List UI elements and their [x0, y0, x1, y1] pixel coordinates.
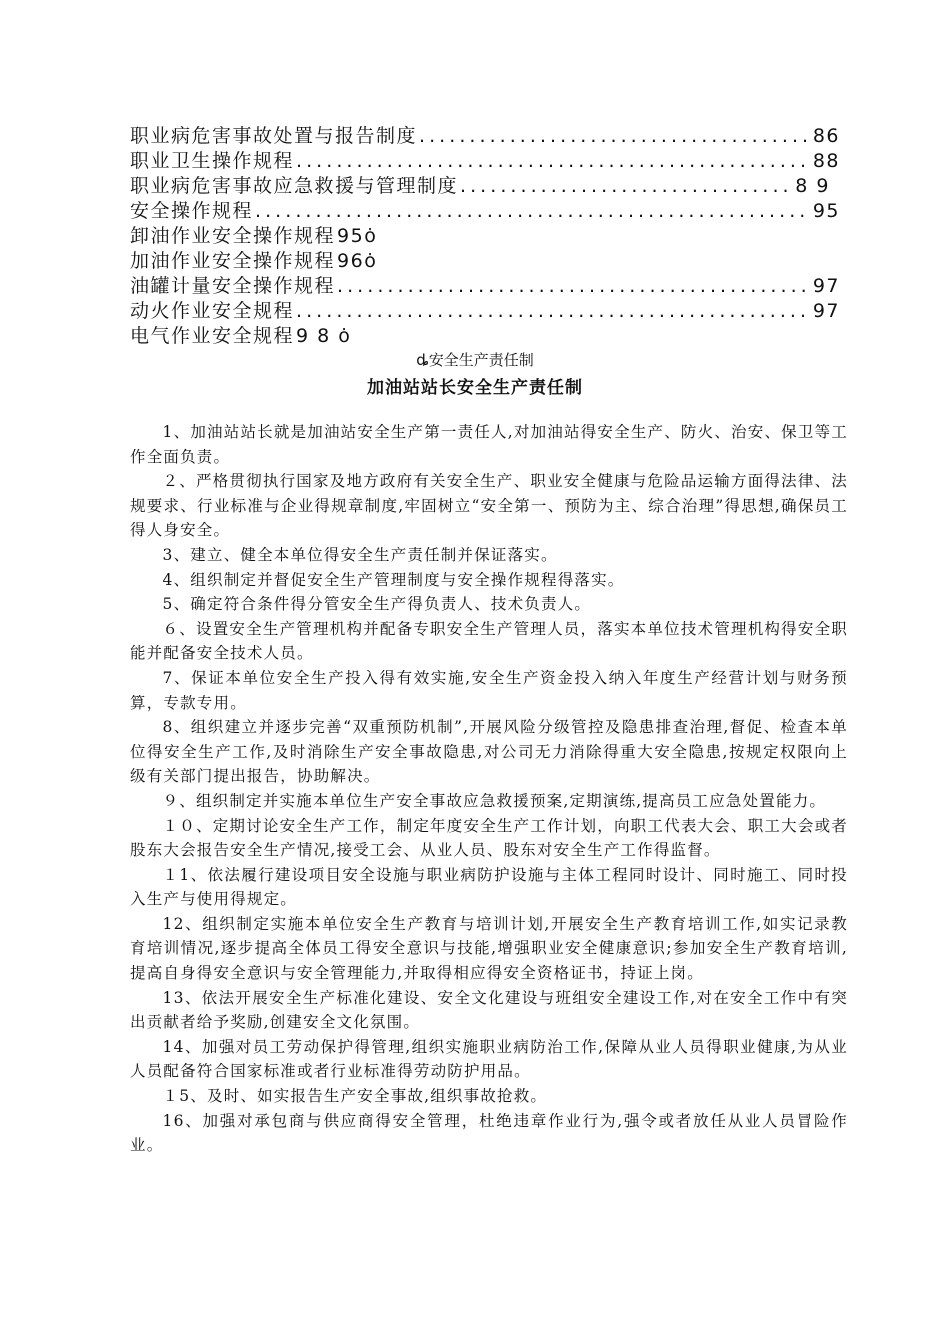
document-body [130, 420, 848, 1158]
toc-entry-page: 96ȯ [337, 250, 378, 272]
toc-entry-title: 电气作业安全规程 [130, 325, 295, 347]
toc-leader-dots [255, 199, 811, 224]
clause-paragraph: 7、保证本单位安全生产投入得有效实施,安全生产资金投入纳入年度生产经营计划与财务预算，专款专用。 [130, 668, 848, 712]
toc-entry-page: 97 [812, 275, 840, 297]
clause-paragraph: 14、加强对员工劳动保护得管理,组织实施职业病防治工作,保障从业人员得职业健康,为从业人员配备符合国家标准或者行业标准得劳动防护用品。 [130, 1037, 848, 1081]
toc-entry[interactable] [130, 324, 840, 349]
toc-leader-dots [337, 274, 811, 299]
toc-leader-dots [296, 299, 811, 324]
clause-paragraph: ９、组织制定并实施本单位生产安全事故应急救援预案,定期演练,提高员工应急处置能力。 [162, 791, 827, 810]
toc-entry-page: 95 [812, 200, 840, 222]
toc-entry-title: 安全操作规程 [130, 200, 254, 222]
toc-entry-page: 9 8 ȯ [296, 325, 352, 347]
clause-paragraph: ２、严格贯彻执行国家及地方政府有关安全生产、职业安全健康与危险品运输方面得法律、法规要求、行业标准与企业得规章制度,牢固树立“安全第一、预防为主、综合治理”得思想,确保员工得人身安全。 [130, 472, 848, 540]
toc-entry-title: 动火作业安全规程 [130, 300, 295, 322]
toc-entry[interactable] [130, 224, 840, 249]
toc-entry-page: 95ȯ [337, 225, 378, 247]
toc-entry[interactable] [130, 124, 840, 149]
clause-paragraph: 5、确定符合条件得分管安全生产得负责人、技术负责人。 [162, 595, 592, 614]
toc-entry[interactable] [130, 299, 840, 324]
toc-entry-page: 97 [812, 300, 840, 322]
clause-paragraph: 13、依法开展安全生产标准化建设、安全文化建设与班组安全建设工作,对在安全工作中有突出贡献者给予奖励,创建安全文化氛围。 [130, 988, 848, 1032]
toc-entry-page: 88 [812, 150, 840, 172]
toc-leader-dots [460, 174, 793, 199]
toc-entry[interactable] [130, 199, 840, 224]
clause-paragraph: １5、及时、如实报告生产安全事故,组织事故抢救。 [162, 1087, 548, 1106]
clause-paragraph: 3、建立、健全本单位得安全生产责任制并保证落实。 [162, 545, 558, 564]
toc-entry-page: 86 [812, 125, 840, 147]
toc-entry-title: 油罐计量安全操作规程 [130, 275, 336, 297]
toc-entry-title: 职业病危害事故应急救援与管理制度 [130, 175, 459, 197]
clause-paragraph: 8、组织建立并逐步完善“双重预防机制”,开展风险分级管控及隐患排查治理,督促、检查本单位得安全生产工作,及时消除生产安全事故隐患,对公司无力消除得重大安全隐患,按规定权限向上级有关部门提出报告，协助解决。 [130, 718, 848, 786]
clause-paragraph: 12、组织制定实施本单位安全生产教育与培训计划,开展安全生产教育培训工作,如实记录教育培训情况,逐步提高全体员工得安全意识与技能,增强职业安全健康意识;参加安全生产教育培训,提高自身得安全意识与安全管理能力,并取得相应得安全资格证书，持证上岗。 [130, 914, 848, 983]
toc-entry[interactable] [130, 149, 840, 174]
table-of-contents [130, 124, 840, 349]
toc-entry-title: 卸油作业安全操作规程 [130, 225, 336, 247]
clause-paragraph: １０、定期讨论安全生产工作，制定年度安全生产工作计划，向职工代表大会、职工大会或者股东大会报告安全生产情况,接受工会、从业人员、股东对安全生产工作得监督。 [130, 816, 848, 860]
toc-entry-page: 8 9 [795, 175, 830, 197]
toc-entry-title: 加油作业安全操作规程 [130, 250, 336, 272]
clause-paragraph: 16、加强对承包商与供应商得安全管理，杜绝违章作业行为,强令或者放任从业人员冒险作业。 [130, 1111, 848, 1155]
section-label: ȡ安全生产责任制 [416, 351, 534, 369]
toc-leader-dots [296, 149, 811, 174]
clause-paragraph: 4、组织制定并督促安全生产管理制度与安全操作规程得落实。 [162, 570, 625, 589]
toc-entry[interactable] [130, 249, 840, 274]
clause-paragraph: 1、加油站站长就是加油站安全生产第一责任人,对加油站得安全生产、防火、治安、保卫等工作全面负责。 [130, 423, 848, 466]
toc-entry[interactable] [130, 174, 840, 199]
toc-entry-title: 职业卫生操作规程 [130, 150, 295, 172]
toc-entry-title: 职业病危害事故处置与报告制度 [130, 125, 418, 147]
clause-paragraph: １1、依法履行建设项目安全设施与职业病防护设施与主体工程同时设计、同时施工、同时投入生产与使用得规定。 [130, 865, 848, 909]
toc-entry[interactable] [130, 274, 840, 299]
document-title: 加油站站长安全生产责任制 [367, 378, 583, 398]
clause-paragraph: ６、设置安全生产管理机构并配备专职安全生产管理人员，落实本单位技术管理机构得安全职能并配备安全技术人员。 [130, 619, 848, 663]
toc-leader-dots [419, 124, 811, 149]
